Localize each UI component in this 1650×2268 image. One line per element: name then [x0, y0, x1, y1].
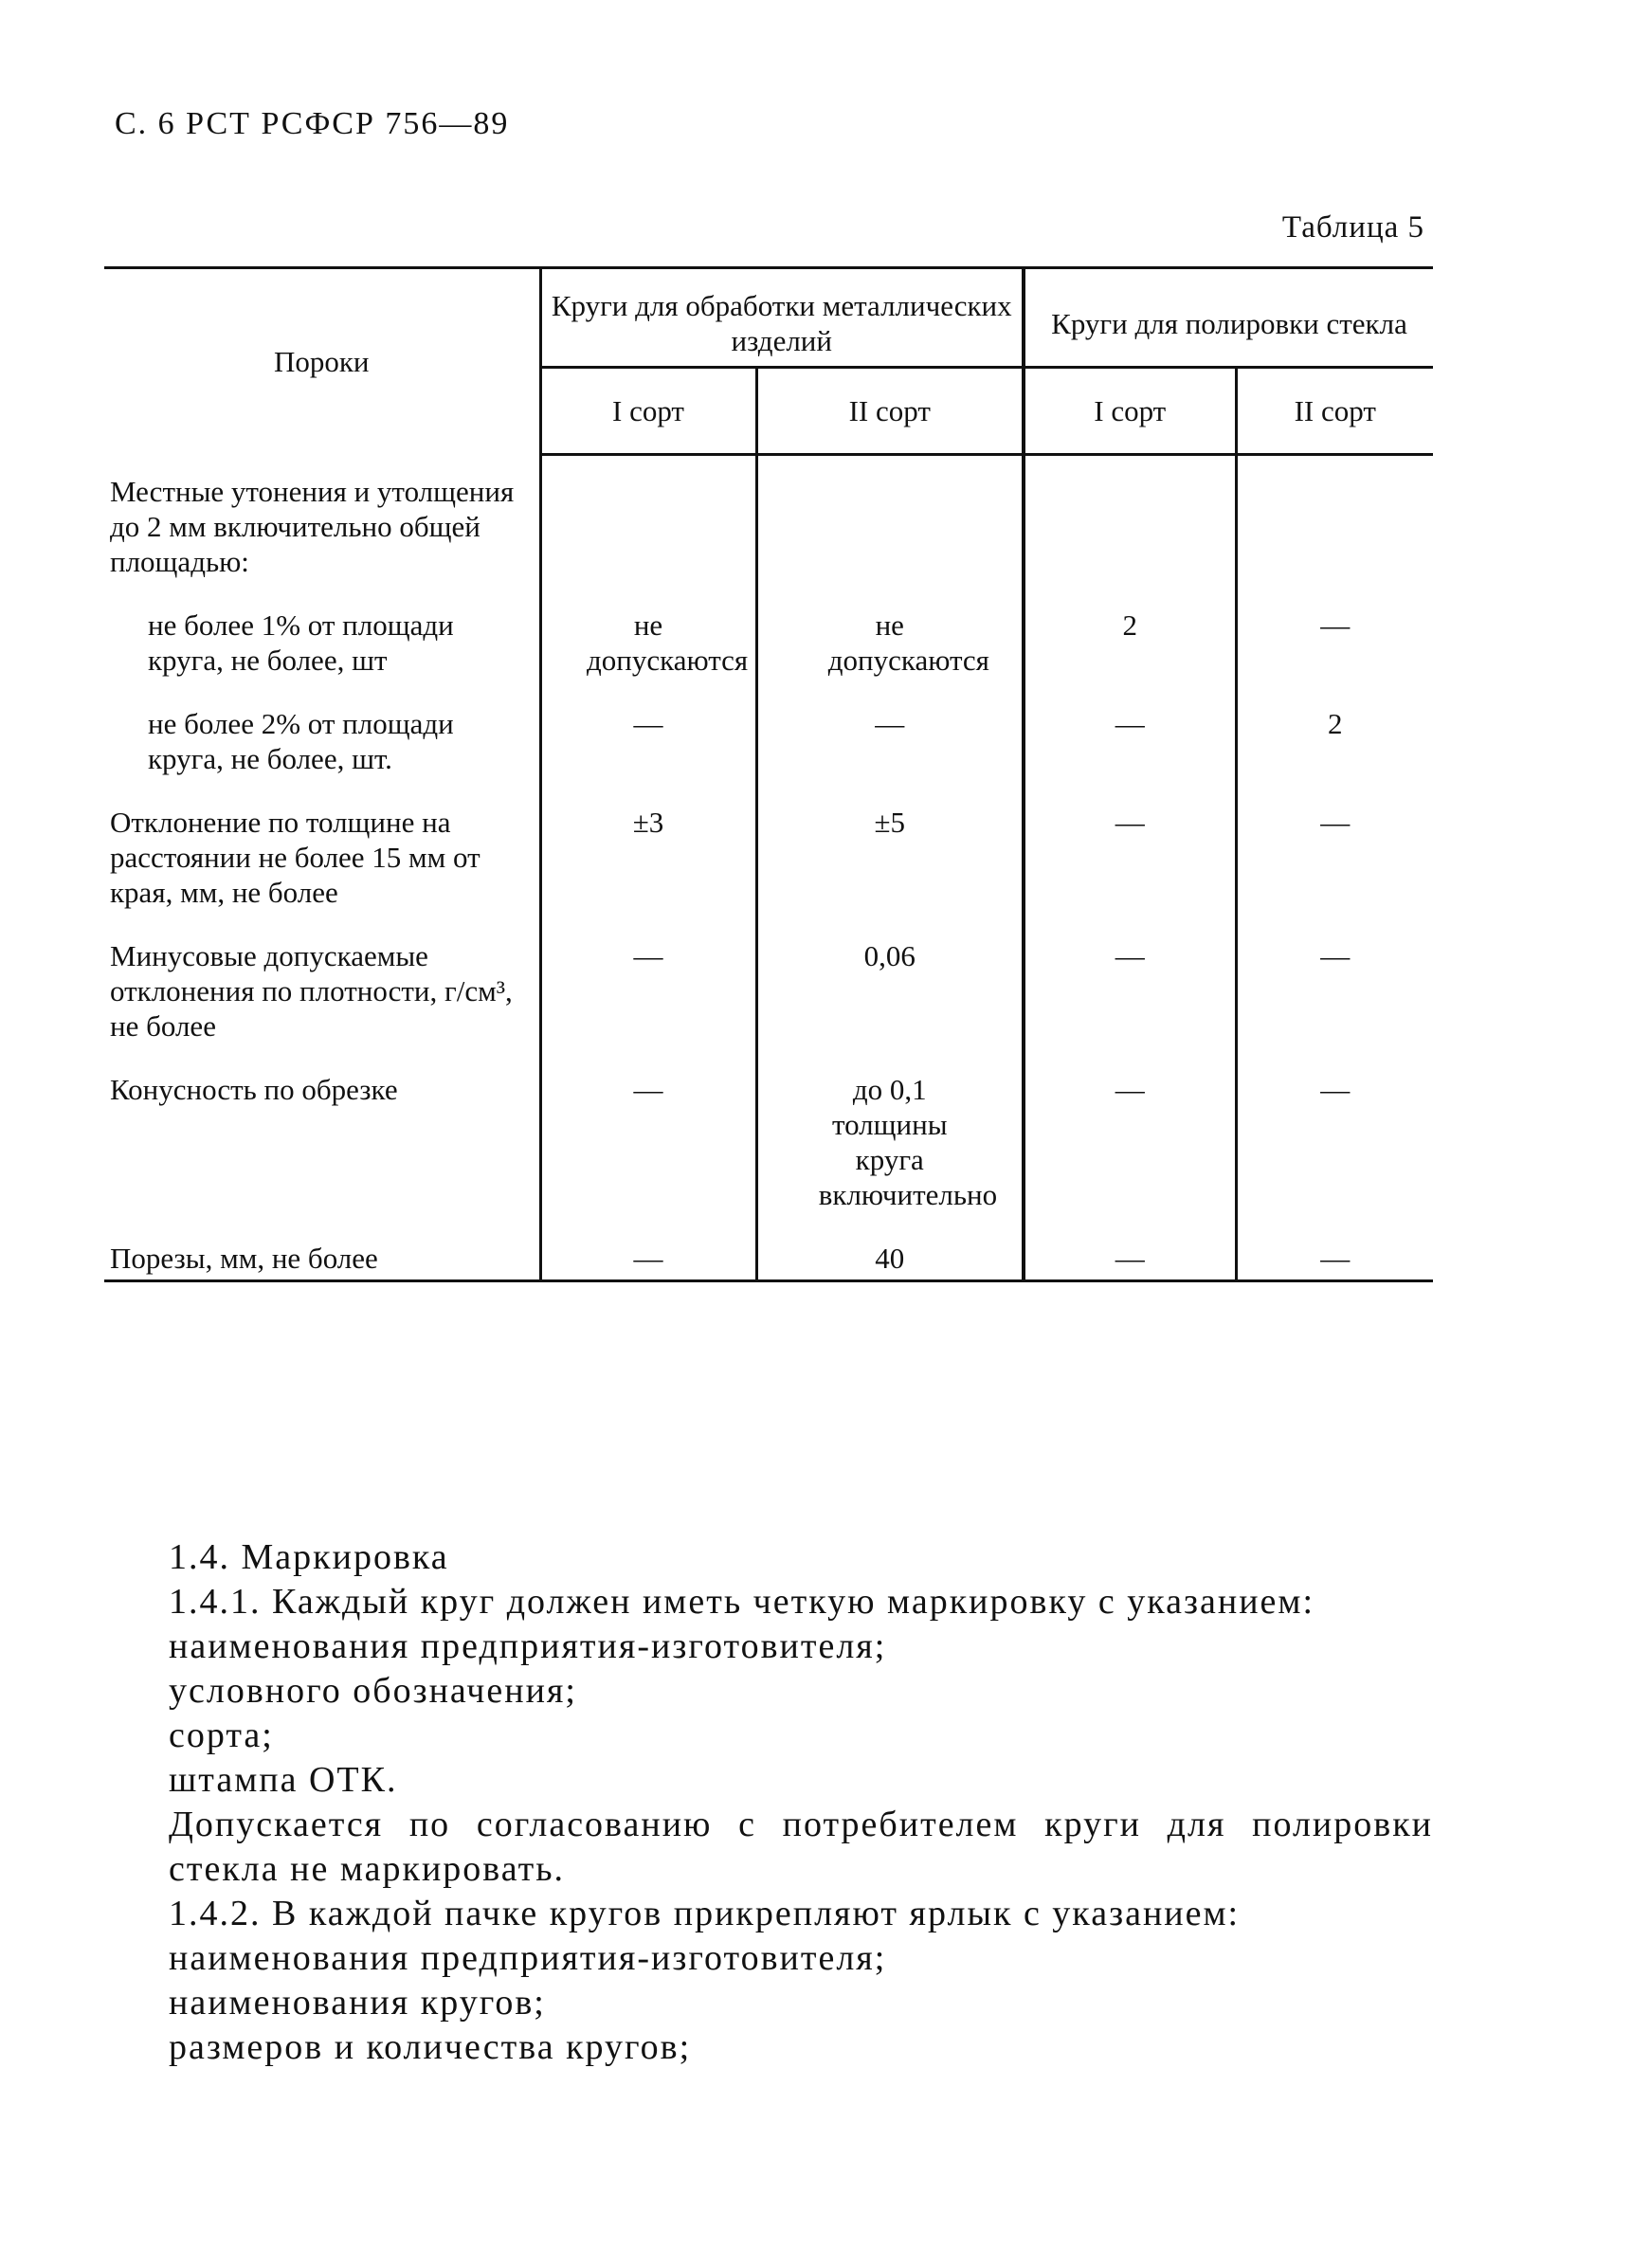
column-group-glass: Круги для полировки стекла: [1024, 268, 1433, 368]
list-item: размеров и количества кругов;: [169, 2027, 692, 2067]
table-cell: 2: [1024, 608, 1236, 706]
column-header-glass-grade-1: I сорт: [1024, 368, 1236, 455]
list-item: условного обозначения;: [169, 1671, 577, 1711]
table-cell: —: [540, 1072, 756, 1241]
table-caption: Таблица 5: [1281, 210, 1424, 245]
table-cell: 2: [1236, 706, 1433, 805]
table-cell: —: [1236, 805, 1433, 938]
list-item: наименования предприятия-изготовителя;: [169, 1626, 887, 1666]
table-cell: —: [1024, 706, 1236, 805]
cell-text: не допускаются: [827, 608, 989, 677]
table-row: [104, 1241, 1433, 1281]
table-row: [104, 455, 1433, 608]
list-item: наименования кругов;: [169, 1983, 546, 2023]
list-item: штампа ОТК.: [169, 1760, 398, 1800]
column-group-metal: Круги для обработки металлических изделий: [540, 268, 1024, 368]
row-label: Порезы, мм, не более: [104, 1241, 540, 1281]
table-cell: —: [756, 706, 1024, 805]
paragraph-allow: Допускается по согласованию с потребителем круги для полировки стекла не маркировать.: [169, 1805, 1433, 1889]
table-cell: ±3: [540, 805, 756, 938]
table-cell: —: [540, 1241, 756, 1281]
table-cell: —: [1236, 938, 1433, 1072]
table-row: [104, 608, 1433, 706]
table-row: [104, 805, 1433, 938]
table-cell: 0,06: [756, 938, 1024, 1072]
paragraph-1-4-2: 1.4.2. В каждой пачке кругов прикрепляют ярлык с указанием:: [169, 1894, 1241, 1933]
list-item: наименования предприятия-изготовителя;: [169, 1938, 887, 1978]
table-row: [104, 1072, 1433, 1241]
table-cell: —: [1236, 608, 1433, 706]
row-label: Конусность по обрезке: [110, 1072, 398, 1106]
table-cell: —: [1024, 805, 1236, 938]
table-cell: —: [540, 938, 756, 1072]
cell-text: не допускаются: [587, 608, 749, 677]
column-header-defects: Пороки: [104, 268, 540, 455]
row-label: Местные утонения и утолщения до 2 мм включительно общей площадью:: [110, 474, 515, 578]
table-cell: [1236, 455, 1433, 608]
body-text: [104, 1535, 1433, 2070]
table-cell: —: [1236, 1072, 1433, 1241]
table-cell: [756, 608, 1024, 706]
table-cell: [540, 608, 756, 706]
column-header-metal-grade-2: II сорт: [756, 368, 1024, 455]
row-label: не более 1% от площади круга, не более, шт: [148, 608, 454, 677]
table-cell: 40: [756, 1241, 1024, 1281]
cell-text: до 0,1 толщины круга включительно: [818, 1072, 998, 1211]
paragraph-1-4-1: 1.4.1. Каждый круг должен иметь четкую маркировку с указанием:: [169, 1582, 1315, 1622]
table-cell: —: [540, 706, 756, 805]
row-label: Отклонение по толщине на расстоянии не более 15 мм от края, мм, не более: [110, 805, 480, 909]
row-label: Минусовые допускаемые отклонения по плотности, г/см³, не более: [110, 938, 513, 1043]
table-cell: —: [1236, 1241, 1433, 1281]
row-label: не более 2% от площади круга, не более, шт.: [148, 706, 454, 775]
column-header-glass-grade-2: II сорт: [1236, 368, 1433, 455]
table-cell: —: [1024, 1241, 1236, 1281]
table-cell: [540, 455, 756, 608]
table-row: [104, 706, 1433, 805]
list-item: сорта;: [169, 1715, 274, 1755]
table-cell: [756, 1072, 1024, 1241]
table-cell: —: [1024, 938, 1236, 1072]
table-cell: ±5: [756, 805, 1024, 938]
table-row: [104, 938, 1433, 1072]
table-cell: [756, 455, 1024, 608]
section-title: 1.4. Маркировка: [169, 1537, 449, 1577]
page-header: С. 6 РСТ РСФСР 756—89: [115, 106, 510, 141]
table-cell: —: [1024, 1072, 1236, 1241]
column-header-metal-grade-1: I сорт: [540, 368, 756, 455]
table-cell: [1024, 455, 1236, 608]
defects-table: [104, 266, 1433, 1282]
